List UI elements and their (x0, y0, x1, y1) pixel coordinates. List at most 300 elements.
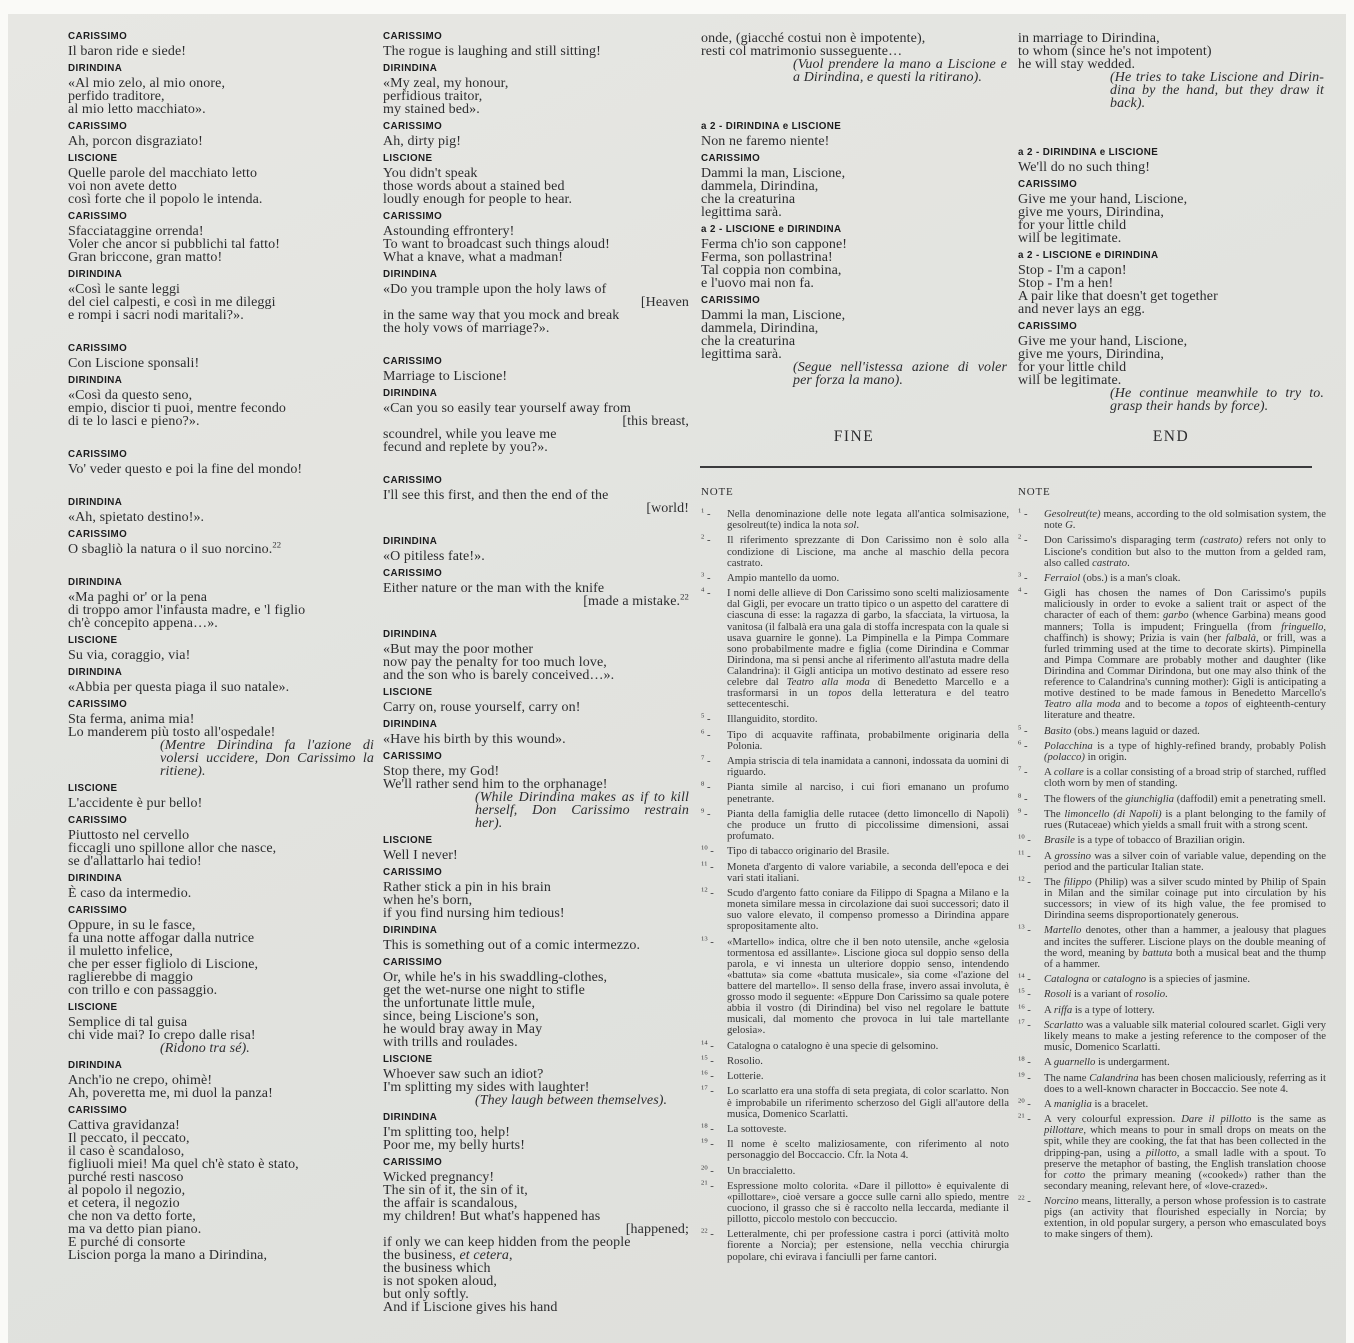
speech-block (383, 569, 689, 608)
note-number: $^2$ - (701, 533, 711, 547)
note-number: $^{14}$ - (1018, 972, 1031, 985)
libretto-line: dammela, Dirindina, (701, 179, 819, 194)
speech-block (383, 122, 689, 148)
note-number: $^{10}$ - (701, 844, 714, 858)
speaker-label: CARISSIMO (383, 867, 443, 878)
libretto-line: with trills and roulades. (383, 1035, 518, 1050)
speech-block (1018, 32, 1324, 110)
libretto-line: che non va detto forte, (68, 1209, 196, 1224)
libretto-line: che per esser figliolo di Liscione, (68, 957, 259, 972)
libretto-line: perfidious traitor, (383, 89, 483, 104)
libretto-line: ch'è concepito appena…». (68, 616, 218, 631)
libretto-line: The rogue is laughing and still sitting! (383, 44, 601, 59)
libretto-line: empio, discior ti puoi, mentre fecondo (68, 401, 287, 416)
libretto-line: voi non avete detto (68, 179, 177, 194)
speech-block (383, 212, 689, 264)
libretto-line: Non ne faremo niente! (701, 134, 830, 149)
libretto-line: Ferma ch'io son cappone! (701, 237, 848, 252)
speech-block (701, 225, 1007, 290)
libretto-line: loudly enough for people to hear. (383, 192, 573, 207)
note-text: Il riferimento sprezzante di Don Carissimo non è solo alla condizione di Liscione, ma anche al maschio della pecora castrato. (727, 534, 1009, 569)
note-number: $^{12}$ - (1018, 875, 1031, 888)
speaker-label: CARISSIMO (68, 905, 128, 916)
libretto-line: for your little child (1018, 360, 1127, 375)
speaker-label: CARISSIMO (1018, 321, 1078, 332)
note-text: Rosolio. (727, 1054, 763, 1067)
libretto-line: the affair is scandalous, (383, 1196, 518, 1211)
libretto-line: The sin of it, the sin of it, (383, 1183, 528, 1198)
speech-block (68, 874, 374, 900)
libretto-line: he will stay wedded. (1018, 57, 1136, 72)
libretto-line: «Così le sante leggi (68, 282, 181, 297)
note-number: $^{22}$ - (1018, 1194, 1031, 1208)
libretto-line: And if Liscione gives his hand (383, 1300, 558, 1315)
speaker-label: CARISSIMO (68, 699, 128, 710)
libretto-column-italian-1 (68, 26, 374, 1262)
speaker-label: CARISSIMO (383, 751, 443, 762)
speech-block (68, 906, 374, 997)
speaker-label: CARISSIMO (383, 475, 443, 486)
libretto-line: if only we can keep hidden from the people (383, 1235, 631, 1250)
speaker-label: LISCIONE (68, 783, 118, 794)
note-number: $^5$ - (1018, 723, 1028, 737)
note-number: $^3$ - (701, 571, 711, 584)
speaker-label: LISCIONE (383, 1054, 433, 1065)
libretto-line: di troppo amor l'infausta madre, e 'l figlio (68, 603, 306, 618)
note-item (701, 1181, 1009, 1225)
libretto-line: give me yours, Dirindina, (1018, 347, 1164, 362)
libretto-line: and never lays an egg. (1018, 302, 1145, 317)
libretto-line: Quelle parole del macchiato letto (68, 166, 258, 181)
libretto-line: Gran briccone, gran matto! (68, 250, 223, 265)
speaker-label: CARISSIMO (1018, 179, 1078, 190)
note-item (1018, 1114, 1326, 1192)
note-item (701, 888, 1009, 932)
notes-heading: NOTE (701, 486, 734, 498)
note-item (1018, 509, 1326, 531)
stage-direction: dina by the hand, but they draw it (1110, 83, 1324, 98)
libretto-line: Cattiva gravidanza! (68, 1118, 180, 1133)
note-number: $^3$ - (1018, 571, 1028, 584)
speaker-label: LISCIONE (68, 635, 118, 646)
note-text: Espressione molto colorita. «Dare il pillotto» è equivalente di «pillottare», cioè versare a gocce sulle carni allo spiedo, mentre cuociono, il grasso che si è raccolto nella leccarda, mediante il pillotto, piccolo mestolo con beccuccio. (727, 1179, 1009, 1226)
libretto-line: O sbagliò la natura o il suo norcino.$^{22}$ (68, 539, 282, 557)
note-item (701, 846, 1009, 857)
libretto-line: Or, while he's in his swaddling-clothes, (383, 970, 608, 985)
notes-column-english (1018, 487, 1326, 1240)
note-text: A guarnello is undergarment. (1044, 1056, 1170, 1069)
note-number: $^{19}$ - (701, 1137, 714, 1151)
stage-direction: ritiene). (160, 764, 206, 779)
note-text: Gigli has chosen the names of Don Carissimo's pupils maliciously in order to evoke a salient trait or aspect of the character of each of them: garbo (whence Garbina) means good manners; Tolla is impudent; Fringuella (from fringuello, chaffinch) is showy; Prizia is vain (her falbalà, or frill, was a furled trimming used at the time to decorate skirts). Pimpinella and Pimpa Commare are probably mother and daughter (like Dirindina and Commar Dirindona, but one may also think of the reference to Calandrina's cunning mother): Gigli is anticipating a motive destined to be made famous in Benedetto Marcello's Teatro alla moda and to become a topos of eighteenth-century literature and theatre. (1044, 587, 1327, 722)
speaker-label: DIRINDINA (383, 63, 438, 74)
note-number: $^{18}$ - (701, 1122, 714, 1135)
libretto-line: [happened; (625, 1222, 689, 1237)
speaker-label: CARISSIMO (701, 153, 761, 164)
stage-direction: (He tries to take Liscione and Dirin- (1110, 70, 1324, 85)
libretto-line: the business, et cetera, (383, 1248, 513, 1263)
libretto-line: and the son who is barely conceived…». (383, 668, 615, 683)
libretto-line: «O pitiless fate!». (383, 549, 485, 564)
libretto-line: Con Liscione sponsali! (68, 356, 200, 371)
libretto-line: now pay the penalty for too much love, (383, 655, 607, 670)
libretto-line: Stop - I'm a capon! (1018, 263, 1127, 278)
libretto-line: È caso da intermedio. (68, 886, 192, 901)
speaker-label: DIRINDINA (68, 667, 123, 678)
libretto-line: il muletto infelice, (68, 944, 174, 959)
speech-block (68, 344, 374, 370)
note-number: $^{11}$ - (1018, 848, 1031, 862)
note-item (701, 782, 1009, 804)
libretto-line: legittima sarà. (701, 347, 782, 362)
libretto-line: Sfacciataggine orrenda! (68, 224, 204, 239)
note-item (701, 573, 1009, 584)
libretto-column-italian-2 (701, 26, 1007, 387)
libretto-line: Rather stick a pin in his brain (383, 880, 551, 895)
speaker-label: CARISSIMO (68, 343, 128, 354)
libretto-line: Ah, porcon disgraziato! (68, 134, 203, 149)
speech-block (68, 376, 374, 428)
libretto-line: will be legitimate. (1018, 231, 1122, 246)
libretto-line: my stained bed». (383, 102, 480, 117)
speech-block (701, 122, 1007, 148)
note-text: The flowers of the giunchiglia (daffodil) emit a penetrating smell. (1044, 792, 1326, 805)
note-number: $^{17}$ - (1018, 1018, 1031, 1031)
speech-block (68, 1106, 374, 1262)
speech-block (68, 498, 374, 524)
libretto-line: Il baron ride e siede! (68, 44, 187, 59)
note-number: $^{21}$ - (1018, 1112, 1031, 1126)
libretto-line: but only softly. (383, 1287, 469, 1302)
note-text: A riffa is a type of lottery. (1044, 1003, 1155, 1016)
libretto-line: onde, (giacché costui non è impotente), (701, 31, 926, 46)
note-text: Rosoli is a variant of rosolio. (1044, 988, 1168, 1001)
libretto-line: ma va detto pian piano. (68, 1222, 202, 1237)
speaker-label: DIRINDINA (383, 629, 438, 640)
end-label: END (1152, 428, 1190, 445)
speaker-label: DIRINDINA (68, 63, 123, 74)
note-number: $^7$ - (1018, 765, 1028, 779)
note-item (701, 588, 1009, 710)
speaker-label: DIRINDINA (383, 1112, 438, 1123)
libretto-line: «Ah, spietato destino!». (68, 510, 205, 525)
libretto-line: I'll see this first, and then the end of the (383, 488, 609, 503)
libretto-line: [this breast, (622, 414, 689, 429)
libretto-line: e l'uovo mai non fa. (701, 276, 814, 291)
libretto-line: «My zeal, my honour, (383, 76, 509, 91)
libretto-line: if you find nursing him tedious! (383, 906, 565, 921)
note-text: Brasile is a type of tobacco of Brazilian origin. (1044, 834, 1245, 847)
note-item (1018, 877, 1326, 921)
note-text: Illanguidito, stordito. (727, 713, 818, 726)
speaker-label: DIRINDINA (383, 925, 438, 936)
note-number: $^2$ - (1018, 533, 1028, 547)
libretto-line: L'accidente è pur bello! (68, 796, 203, 811)
note-text: A collare is a collar consisting of a broad strip of starched, ruffled cloth worn by men of standing. (1044, 766, 1326, 790)
note-number: $^{13}$ - (701, 934, 714, 948)
note-item (701, 730, 1009, 752)
note-number: $^{22}$ - (701, 1227, 714, 1241)
speaker-label: DIRINDINA (68, 577, 123, 588)
speaker-label: DIRINDINA (68, 375, 123, 386)
speech-block (68, 212, 374, 264)
libretto-line: Carry on, rouse yourself, carry on! (383, 700, 581, 715)
libretto-line: those words about a stained bed (383, 179, 565, 194)
libretto-line: «Can you so easily tear yourself away from (383, 401, 631, 416)
libretto-line: che la creaturina (701, 334, 796, 349)
libretto-line: e rompi i sacri nodi maritali?». (68, 308, 244, 323)
libretto-column-english-1 (383, 26, 689, 1314)
speech-block (383, 476, 689, 515)
libretto-line: del ciel calpesti, e così in me dileggi (68, 295, 276, 310)
speech-block (383, 836, 689, 862)
speaker-label: DIRINDINA (68, 873, 123, 884)
libretto-line: [made a mistake.$^{22}$ (583, 591, 689, 609)
libretto-line: al popolo il negozio, (68, 1183, 186, 1198)
note-text: Letteralmente, chi per professione castra i porci (attività molto fiorente a Norcia); per estensione, nella vecchia chirurgia popolare, chi evirava i fanciulli per farne cantori. (727, 1228, 1009, 1263)
speaker-label: LISCIONE (383, 687, 433, 698)
stage-direction: back). (1110, 96, 1146, 111)
note-text: Lotterie. (727, 1070, 764, 1083)
speaker-label: CARISSIMO (68, 121, 128, 132)
libretto-line: Wicked pregnancy! (383, 1170, 495, 1185)
speech-block (68, 578, 374, 630)
note-text: I nomi delle allieve di Don Carissimo sono scelti maliziosamente dal Gigli, per evocare un tratto tipico o un aspetto del carattere di ciascuna di esse: la ragazza di garbo, la sfacciata, la virtuosa, la vanitosa (il falbalà era una gala di stoffa increspata con la quale si usava guarnire le gonne). La Pimpinella e la Pimpa Commare sono probabilmente madre e figlia (come Dirindina e Commar Dirindona, ma si pensi anche al riferimento all'astuta madre della Calandrina): il Gigli anticipa un motivo destinato ad essere reso celebre dal Teatro alla moda di Benedetto Marcello e a trasformarsi in un topos della letteratura e del teatro settecenteschi. (727, 587, 1010, 711)
note-text: A maniglia is a bracelet. (1044, 1097, 1149, 1110)
speaker-label: DIRINDINA (383, 269, 438, 280)
libretto-line: Il peccato, il peccato, (68, 1131, 190, 1146)
note-number: $^1$ - (701, 507, 711, 521)
speech-block (383, 1055, 689, 1107)
libretto-line: in the same way that you mock and break (383, 308, 620, 323)
speech-block (383, 958, 689, 1049)
note-number: $^{20}$ - (1018, 1097, 1031, 1110)
note-text: Basito (obs.) means laguid or dazed. (1044, 724, 1200, 737)
libretto-line: Stop there, my God! (383, 764, 500, 779)
speech-block (383, 32, 689, 58)
note-number: $^6$ - (701, 728, 711, 741)
libretto-line: Astounding effrontery! (383, 224, 515, 239)
speaker-label: LISCIONE (383, 153, 433, 164)
libretto-line: I'm splitting my sides with laughter! (383, 1080, 590, 1095)
speaker-label: CARISSIMO (383, 568, 443, 579)
note-item (701, 1071, 1009, 1082)
speaker-label: a 2 - DIRINDINA e LISCIONE (701, 121, 842, 132)
note-text: Ampia striscia di tela inamidata a cannoni, indossata da uomini di riguardo. (727, 755, 1009, 779)
note-text: Un braccialetto. (727, 1164, 796, 1177)
stage-direction: (Ridono tra sé). (160, 1041, 250, 1056)
speech-block (68, 122, 374, 148)
speaker-label: DIRINDINA (383, 536, 438, 547)
libretto-line: chi vide mai? Io crepo dalle risa! (68, 1028, 256, 1043)
speaker-label: DIRINDINA (383, 719, 438, 730)
speech-block (68, 450, 374, 476)
libretto-line: the business which (383, 1261, 491, 1276)
speaker-label: CARISSIMO (68, 1105, 128, 1116)
note-number: $^{13}$ - (1018, 923, 1031, 937)
speech-block (383, 1158, 689, 1314)
stage-direction: herself, Don Carissimo restrain (475, 803, 689, 818)
note-number: $^8$ - (701, 780, 711, 794)
speech-block (701, 154, 1007, 219)
libretto-line: Tal coppia non combina, (701, 263, 842, 278)
stage-direction: (They laugh between themselves). (475, 1093, 668, 1108)
libretto-line: get the wet-nurse one night to stifle (383, 983, 585, 998)
speaker-label: a 2 - LISCIONE e DIRINDINA (1018, 250, 1159, 261)
note-number: $^{19}$ - (1018, 1071, 1031, 1084)
speech-block (68, 270, 374, 322)
libretto-line: my children! But what's happened has (383, 1209, 601, 1224)
libretto-line: fecund and replete by you?». (383, 440, 548, 455)
speaker-label: CARISSIMO (383, 1157, 443, 1168)
note-item (701, 934, 1009, 1037)
speech-block (68, 700, 374, 778)
libretto-line: al mio letto macchiato». (68, 102, 206, 117)
speech-block (383, 926, 689, 952)
note-item (701, 756, 1009, 778)
note-item (1018, 535, 1326, 568)
libretto-line: This is something out of a comic intermezzo. (383, 938, 641, 953)
libretto-line: Dammi la man, Liscione, (701, 308, 846, 323)
libretto-line: Dammi la man, Liscione, (701, 166, 846, 181)
note-number: $^{11}$ - (701, 860, 714, 873)
speaker-label: LISCIONE (68, 1002, 118, 1013)
speaker-label: CARISSIMO (383, 121, 443, 132)
note-number: $^{14}$ - (701, 1039, 714, 1052)
libretto-line: resti col matrimonio susseguente… (701, 44, 903, 59)
note-text: Lo scarlatto era una stoffa di seta pregiata, di color scarlatto. Non è improbabile un riferimento scherzoso del Gigli all'autore della musica, Domenico Scarlatti. (727, 1085, 1009, 1120)
libretto-line: when he's born, (383, 893, 473, 908)
libretto-line: Piuttosto nel cervello (68, 828, 190, 843)
note-text: La sottoveste. (727, 1122, 787, 1135)
note-item (1018, 1057, 1326, 1068)
note-item (701, 809, 1009, 842)
note-item (1018, 1020, 1326, 1053)
note-number: $^4$ - (701, 586, 711, 600)
fine-label: FINE (833, 428, 875, 445)
note-text: The name Calandrina has been chosen maliciously, referring as it does to a well-known character in Boccaccio. See note 4. (1044, 1071, 1326, 1095)
libretto-line: «Ma paghi or' or la pena (68, 590, 208, 605)
speech-block (701, 32, 1007, 84)
speech-block (383, 688, 689, 714)
speech-block (68, 32, 374, 58)
note-number: $^{16}$ - (1018, 1003, 1031, 1016)
note-item (1018, 925, 1326, 969)
note-text: Norcino means, litterally, a person whose profession is to castrate pigs (an activity that flourished especially in Norcia; by extention, in old popular surgery, a person who emasculated boys to make singers of them). (1044, 1195, 1326, 1241)
speaker-label: CARISSIMO (383, 31, 443, 42)
note-item (701, 1229, 1009, 1262)
note-item (701, 1041, 1009, 1052)
speech-block (68, 816, 374, 868)
libretto-line: purché resti nascoso (68, 1170, 184, 1185)
libretto-line: in marriage to Dirindina, (1018, 31, 1160, 46)
libretto-line: give me yours, Dirindina, (1018, 205, 1164, 220)
note-item (1018, 723, 1326, 737)
speaker-label: a 2 - DIRINDINA e LISCIONE (1018, 147, 1159, 158)
speech-block (68, 64, 374, 116)
note-text: Tipo di acquavite raffinata, probabilmente originaria della Polonia. (727, 728, 1009, 752)
speech-block (383, 752, 689, 830)
libretto-line: Ferma, son pollastrina! (701, 250, 833, 265)
libretto-line: will be legitimate. (1018, 373, 1122, 388)
speaker-label: DIRINDINA (383, 388, 438, 399)
libretto-line: Whoever saw such an idiot? (383, 1067, 544, 1082)
note-number: $^{20}$ - (701, 1163, 714, 1177)
speaker-label: CARISSIMO (68, 815, 128, 826)
libretto-line: I'm splitting too, help! (383, 1125, 511, 1140)
libretto-line: You didn't speak (383, 166, 478, 181)
libretto-line: Semplice di tal guisa (68, 1015, 188, 1030)
speaker-label: DIRINDINA (68, 1060, 123, 1071)
note-text: Pianta della famiglia delle rutacee (detto limoncello di Napoli) che produce un frutto di piccolissime dimensioni, assai profumato. (727, 807, 1009, 843)
note-text: Don Carissimo's disparaging term (castrato) refers not only to Liscione's condition but also to the mutton from a gelded ram, also called castrato. (1044, 534, 1326, 569)
speaker-label: CARISSIMO (383, 211, 443, 222)
speech-block (68, 154, 374, 206)
note-number: $^9$ - (1018, 807, 1028, 820)
libretto-line: raglierebbe di maggio (68, 970, 193, 985)
note-item (1018, 794, 1326, 805)
note-text: The filippo (Philip) was a silver scudo minted by Philip of Spain in Milan and the similar coinage put into circulation by his successors; in view of its high value, the fee promised to Dirindina seems disproportionately generous. (1044, 875, 1326, 922)
note-item (1018, 835, 1326, 846)
speech-block (383, 1113, 689, 1152)
speech-block (1018, 251, 1324, 316)
libretto-line: «Have his birth by this wound». (383, 732, 566, 747)
note-item (1018, 1196, 1326, 1240)
speech-block (383, 64, 689, 116)
note-item (1018, 741, 1326, 763)
stage-direction: volersi uccidere, Don Carissimo la (160, 751, 374, 766)
note-item (1018, 1099, 1326, 1110)
speaker-label: CARISSIMO (68, 529, 128, 540)
libretto-line: the unfortunate little mule, (383, 996, 536, 1011)
stage-direction: (He continue meanwhile to try to. (1110, 386, 1324, 401)
speech-block (383, 270, 689, 335)
note-item (701, 1056, 1009, 1067)
libretto-line: Lo manderem più tosto all'ospedale! (68, 725, 276, 740)
libretto-line: fa una notte affogar dalla nutrice (68, 931, 255, 946)
libretto-line: [world! (646, 501, 689, 516)
speech-block (68, 1003, 374, 1055)
speech-block (1018, 180, 1324, 245)
libretto-line: Sta ferma, anima mia! (68, 712, 195, 727)
note-item (701, 1139, 1009, 1161)
note-number: $^{12}$ - (701, 886, 714, 899)
stage-direction: (Vuol prendere la mano a Liscione e (793, 57, 1007, 72)
libretto-line: to whom (since he's not impotent) (1018, 44, 1212, 59)
libretto-line: «Al mio zelo, al mio onore, (68, 76, 226, 91)
libretto-line: A pair like that doesn't get together (1018, 289, 1218, 304)
speech-block (383, 357, 689, 383)
note-number: $^{15}$ - (1018, 987, 1031, 1001)
libretto-line: Su via, coraggio, via! (68, 648, 191, 663)
speech-block (383, 389, 689, 454)
libretto-line: Oppure, in su le fasce, (68, 918, 196, 933)
libretto-line: [Heaven (640, 295, 689, 310)
libretto-line: Voler che ancor si pubblichi tal fatto! (68, 237, 281, 252)
stage-direction: per forza la mano). (793, 373, 904, 388)
note-item (1018, 809, 1326, 831)
libretto-line: il caso è scandaloso, (68, 1144, 185, 1159)
note-item (1018, 1073, 1326, 1095)
libretto-line: «Abbia per questa piaga il suo natale». (68, 680, 290, 695)
speech-block (383, 630, 689, 682)
stage-direction: (While Dirindina makes as if to kill (475, 790, 689, 805)
note-number: $^{16}$ - (701, 1069, 714, 1083)
libretto-line: E purché di consorte (68, 1235, 186, 1250)
speech-block (383, 720, 689, 746)
note-item (701, 509, 1009, 531)
speech-block (68, 530, 374, 556)
